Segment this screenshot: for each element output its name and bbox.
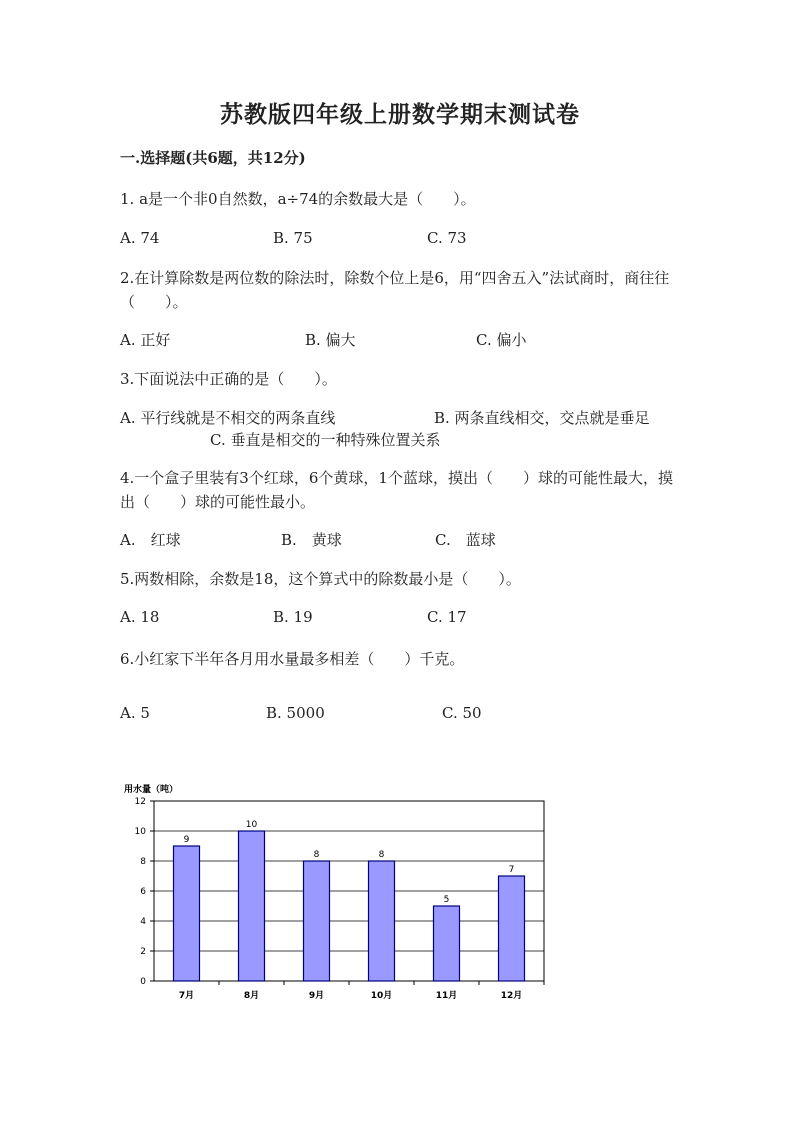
q2-option-b: B. 偏大 bbox=[305, 331, 356, 349]
q2-option-a: A. 正好 bbox=[120, 331, 171, 349]
question-3: 3.下面说法中正确的是（ ）。 bbox=[120, 370, 337, 388]
bar bbox=[434, 906, 460, 981]
question-2: 2.在计算除数是两位数的除法时，除数个位上是6，用“四舍五入”法试商时，商往往（ ）。 bbox=[120, 269, 670, 311]
y-axis-label: 用水量（吨） bbox=[124, 785, 179, 795]
bar bbox=[499, 876, 525, 981]
q5-option-a: A. 18 bbox=[120, 608, 160, 626]
y-tick-label: 6 bbox=[140, 887, 146, 897]
question-5: 5.两数相除，余数是18，这个算式中的除数最小是（ ）。 bbox=[120, 570, 521, 588]
q1-option-b: B. 75 bbox=[273, 229, 313, 247]
bar bbox=[304, 861, 330, 981]
q2-option-c: C. 偏小 bbox=[476, 331, 527, 349]
bar bbox=[369, 861, 395, 981]
section-heading: 一.选择题(共6题，共12分) bbox=[120, 149, 306, 167]
q1-option-a: A. 74 bbox=[120, 229, 160, 247]
data-label: 5 bbox=[443, 895, 450, 905]
q5-option-c: C. 17 bbox=[427, 608, 467, 626]
x-tick-label: 10月 bbox=[370, 991, 393, 1001]
q6-option-b: B. 5000 bbox=[266, 704, 325, 722]
y-tick-label: 0 bbox=[140, 977, 146, 987]
water-usage-bar-chart bbox=[118, 780, 548, 1005]
x-tick-label: 8月 bbox=[243, 991, 260, 1001]
q5-option-b: B. 19 bbox=[273, 608, 313, 626]
data-label: 9 bbox=[183, 835, 190, 845]
data-label: 8 bbox=[313, 850, 320, 860]
question-6: 6.小红家下半年各月用水量最多相差（ ）千克。 bbox=[120, 650, 465, 668]
x-tick-label: 11月 bbox=[435, 991, 458, 1001]
y-tick-label: 2 bbox=[140, 947, 146, 957]
x-tick-label: 9月 bbox=[308, 991, 325, 1001]
y-tick-label: 10 bbox=[134, 827, 146, 837]
q3-option-b: B. 两条直线相交，交点就是垂足 bbox=[434, 409, 650, 427]
y-tick-label: 8 bbox=[140, 857, 146, 867]
q3-option-a: A. 平行线就是不相交的两条直线 bbox=[120, 409, 336, 427]
q4-option-b: B. 黄球 bbox=[281, 531, 342, 549]
q6-option-a: A. 5 bbox=[120, 704, 150, 722]
data-label: 7 bbox=[508, 865, 515, 875]
q6-option-c: C. 50 bbox=[442, 704, 482, 722]
x-tick-label: 7月 bbox=[178, 991, 195, 1001]
bar bbox=[174, 846, 200, 981]
q4-option-a: A. 红球 bbox=[120, 531, 181, 549]
x-tick-label: 12月 bbox=[500, 991, 523, 1001]
bar bbox=[239, 831, 265, 981]
q4-option-c: C. 蓝球 bbox=[435, 531, 496, 549]
data-label: 10 bbox=[245, 820, 258, 830]
page-title: 苏教版四年级上册数学期末测试卷 bbox=[220, 101, 580, 128]
question-4: 4.一个盒子里装有3个红球，6个黄球，1个蓝球，摸出（ ）球的可能性最大，摸出（ ）球的可能性最小。 bbox=[120, 469, 673, 511]
data-label: 8 bbox=[378, 850, 385, 860]
y-tick-label: 12 bbox=[134, 797, 146, 807]
question-1: 1. a是一个非0自然数，a÷74的余数最大是（ ）。 bbox=[120, 190, 476, 208]
y-tick-label: 4 bbox=[140, 917, 146, 927]
q1-option-c: C. 73 bbox=[427, 229, 467, 247]
q3-option-c: C. 垂直是相交的一种特殊位置关系 bbox=[210, 431, 441, 449]
